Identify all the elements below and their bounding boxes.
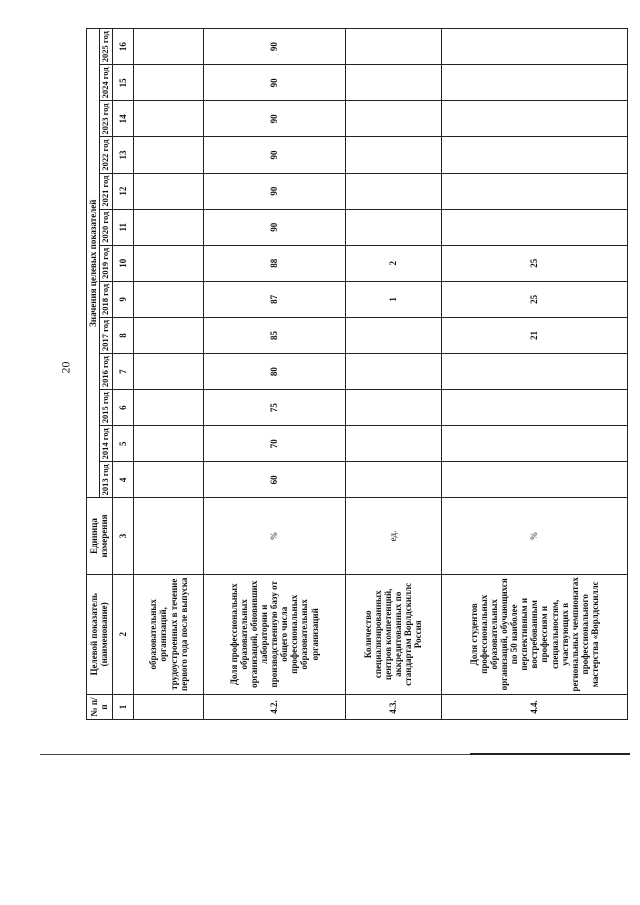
header-year: 2021 год	[100, 173, 113, 209]
value-cell	[134, 101, 204, 137]
value-cell: 2	[345, 245, 441, 281]
column-index-row	[112, 29, 134, 720]
column-index: 16	[112, 29, 134, 65]
column-index: 14	[112, 101, 134, 137]
header-indicator: Целевой показатель (наименование)	[87, 574, 113, 694]
indicator-name: образовательных организаций, трудоустроенных в течение первого года после выпуска	[134, 574, 204, 694]
column-index: 12	[112, 173, 134, 209]
value-cell: 90	[203, 29, 345, 65]
header-year: 2022 год	[100, 137, 113, 173]
value-cell: 90	[203, 173, 345, 209]
value-cell: 1	[345, 281, 441, 317]
header-unit: Единица измерения	[87, 498, 113, 574]
header-year: 2013 год	[100, 462, 113, 498]
separator-line-bold	[470, 753, 630, 755]
header-year: 2024 год	[100, 65, 113, 101]
table-row-4-2	[203, 29, 345, 720]
value-cell	[345, 137, 441, 173]
column-index: 5	[112, 426, 134, 462]
value-cell: 80	[203, 354, 345, 390]
value-cell	[134, 245, 204, 281]
header-year: 2025 год	[100, 29, 113, 65]
unit-cell	[134, 498, 204, 574]
value-cell: 90	[203, 101, 345, 137]
rotated-table-frame	[86, 28, 628, 720]
value-cell	[345, 209, 441, 245]
unit-cell: ед.	[345, 498, 441, 574]
value-cell	[134, 281, 204, 317]
value-cell: 88	[203, 245, 345, 281]
value-cell	[134, 390, 204, 426]
value-cell	[345, 29, 441, 65]
value-cell	[441, 426, 627, 462]
table-row-4-4	[441, 29, 627, 720]
value-cell	[441, 137, 627, 173]
value-cell	[134, 462, 204, 498]
column-index: 13	[112, 137, 134, 173]
header-year: 2015 год	[100, 390, 113, 426]
indicators-table-container	[86, 28, 628, 720]
indicator-name: Доля профессиональных образовательных организаций, обновивших лаборатории и производственную базу от общего числа профессиональных образовательных организаций	[203, 574, 345, 694]
value-cell	[134, 173, 204, 209]
value-cell	[345, 173, 441, 209]
column-index: 2	[112, 574, 134, 694]
header-row-main	[87, 29, 100, 720]
value-cell: 90	[203, 137, 345, 173]
value-cell	[441, 29, 627, 65]
row-number: 4.4.	[441, 694, 627, 719]
value-cell	[441, 390, 627, 426]
row-number: 4.3.	[345, 694, 441, 719]
indicator-name: Количество специализированных центров компетенций, аккредитованных по стандартам Ворлдскиллс Россия	[345, 574, 441, 694]
table-row-4-3	[345, 29, 441, 720]
header-year: 2016 год	[100, 354, 113, 390]
header-num: № п/п	[87, 694, 113, 719]
value-cell	[345, 65, 441, 101]
value-cell: 60	[203, 462, 345, 498]
value-cell: 90	[203, 209, 345, 245]
column-index: 15	[112, 65, 134, 101]
table-row-continuation	[134, 29, 204, 720]
value-cell	[345, 390, 441, 426]
value-cell	[441, 101, 627, 137]
header-year: 2018 год	[100, 281, 113, 317]
header-values-group: Значения целевых показателей	[87, 29, 100, 498]
value-cell: 87	[203, 281, 345, 317]
column-index: 6	[112, 390, 134, 426]
column-index: 3	[112, 498, 134, 574]
header-year: 2017 год	[100, 317, 113, 353]
unit-cell: %	[203, 498, 345, 574]
value-cell	[134, 137, 204, 173]
column-index: 1	[112, 694, 134, 719]
value-cell	[134, 354, 204, 390]
value-cell	[134, 209, 204, 245]
column-index: 9	[112, 281, 134, 317]
value-cell	[345, 426, 441, 462]
header-year: 2014 год	[100, 426, 113, 462]
value-cell: 75	[203, 390, 345, 426]
value-cell	[345, 101, 441, 137]
page-number-text: 20	[58, 361, 73, 374]
column-index: 7	[112, 354, 134, 390]
column-index: 10	[112, 245, 134, 281]
row-number: 4.2.	[203, 694, 345, 719]
value-cell	[441, 173, 627, 209]
value-cell	[345, 354, 441, 390]
unit-cell: %	[441, 498, 627, 574]
value-cell	[134, 317, 204, 353]
value-cell	[441, 65, 627, 101]
target-indicators-table	[86, 28, 628, 720]
header-year: 2020 год	[100, 209, 113, 245]
value-cell: 70	[203, 426, 345, 462]
column-index: 4	[112, 462, 134, 498]
value-cell: 25	[441, 245, 627, 281]
value-cell	[134, 65, 204, 101]
page-number	[56, 360, 76, 384]
column-index: 8	[112, 317, 134, 353]
value-cell	[441, 462, 627, 498]
value-cell	[441, 209, 627, 245]
value-cell: 21	[441, 317, 627, 353]
header-year: 2019 год	[100, 245, 113, 281]
value-cell	[441, 354, 627, 390]
value-cell	[134, 426, 204, 462]
column-index: 11	[112, 209, 134, 245]
value-cell	[345, 317, 441, 353]
value-cell: 90	[203, 65, 345, 101]
value-cell: 25	[441, 281, 627, 317]
row-number	[134, 694, 204, 719]
value-cell	[134, 29, 204, 65]
indicator-name: Доля студентов профессиональных образовательных организаций, обучающихся по 50 наиболее перспективным и востребованным профессиям и специальностям, участвующих в региональных чемпионатах профессионального мастерства «Ворлдскиллс	[441, 574, 627, 694]
value-cell: 85	[203, 317, 345, 353]
header-year: 2023 год	[100, 101, 113, 137]
value-cell	[345, 462, 441, 498]
